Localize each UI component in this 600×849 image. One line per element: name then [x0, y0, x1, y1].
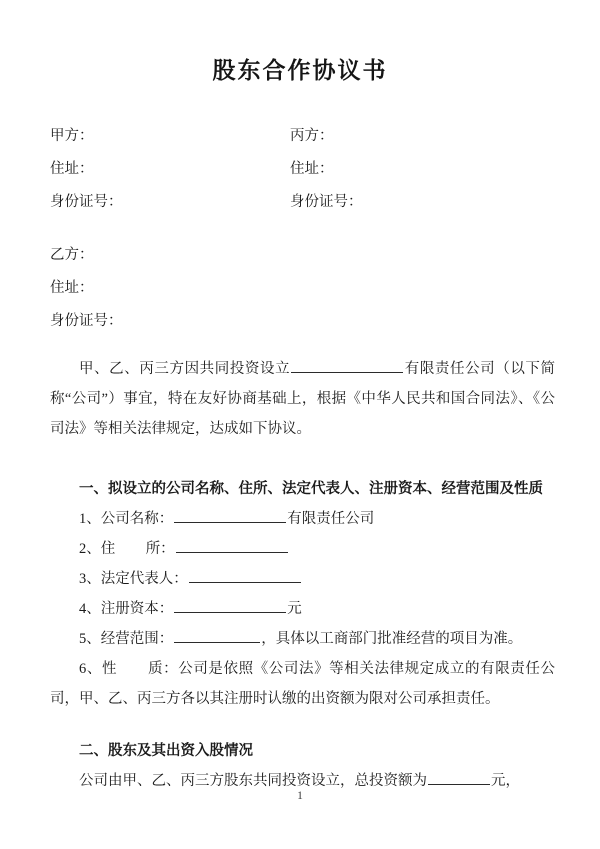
party-row — [50, 184, 560, 217]
item-suffix: ，具体以工商部门批准经营的项目为准。 — [261, 631, 523, 647]
company-details-list — [50, 504, 555, 714]
party-row — [50, 237, 560, 270]
list-item-company-name — [50, 504, 555, 534]
item-label-a: 住 — [100, 541, 116, 557]
section-spacer — [50, 444, 555, 474]
list-item-nature — [50, 654, 555, 714]
party-row — [50, 270, 560, 303]
party-label-id-jia: 身份证号： — [50, 194, 123, 210]
document-body — [0, 354, 600, 796]
party-row — [50, 303, 560, 336]
item-label: 经营范围： — [100, 631, 174, 647]
address-input-blank[interactable] — [176, 538, 288, 554]
item-number: 1、 — [79, 511, 101, 527]
party-label-id-bing: 身份证号： — [290, 194, 363, 210]
party-row — [50, 118, 560, 151]
party-label-address-jia: 住址： — [50, 161, 94, 177]
item-number: 5、 — [79, 631, 101, 647]
section-heading-one: 一、拟设立的公司名称、住所、法定代表人、注册资本、经营范围及性质 — [79, 481, 543, 497]
item-label: 注册资本： — [100, 601, 174, 617]
list-item-business-scope — [50, 624, 555, 654]
list-item-legal-representative — [50, 564, 555, 594]
item-number: 2、 — [79, 541, 101, 557]
item-label-b: 质： — [147, 661, 179, 677]
company-name-input-blank[interactable] — [174, 508, 286, 524]
page-title: 股东合作协议书 — [212, 58, 388, 83]
item-label-b: 所： — [145, 541, 175, 557]
item-label: 公司名称： — [100, 511, 174, 527]
item-number: 4、 — [79, 601, 101, 617]
list-item-registered-capital — [50, 594, 555, 624]
party-label-jiafang: 甲方： — [50, 128, 94, 144]
preamble-paragraph — [50, 354, 555, 444]
item-number: 3、 — [79, 571, 101, 587]
item-number: 6、 — [79, 661, 102, 677]
page-number: 1 — [297, 790, 303, 802]
section-heading-two: 二、股东及其出资入股情况 — [79, 743, 253, 759]
item-suffix: 元 — [287, 601, 302, 617]
item-label-a: 性 — [101, 661, 118, 677]
item-suffix: 有限责任公司 — [287, 511, 375, 527]
party-label-bingfang: 丙方： — [290, 128, 334, 144]
preamble-text-part2: 有限责任公司（以下简称“公司”）事宜，特在友好协商基础上，根据《中华人民共和国合同法》、《公司法》等相关法律规定，达成如下协议。 — [50, 361, 556, 437]
party-row — [50, 151, 560, 184]
party-label-address-bing: 住址： — [290, 161, 334, 177]
company-name-blank[interactable] — [291, 358, 403, 374]
section-two-text-part2: 元， — [491, 773, 520, 789]
legal-representative-input-blank[interactable] — [189, 568, 301, 584]
party-label-address-yi: 住址： — [50, 280, 94, 296]
party-label-id-yi: 身份证号： — [50, 313, 123, 329]
list-item-address — [50, 534, 555, 564]
item-text: 公司是依照《公司法》等相关法律规定成立的有限责任公司，甲、乙、丙三方各以其注册时认缴的出资额为限对公司承担责任。 — [50, 661, 555, 707]
parties-spacer — [50, 217, 560, 237]
total-investment-blank[interactable] — [428, 770, 490, 786]
section-two-text-part1: 公司由甲、乙、丙三方股东共同投资设立，总投资额为 — [79, 773, 427, 789]
item-label: 法定代表人： — [100, 571, 188, 587]
section-spacer — [50, 714, 555, 736]
business-scope-input-blank[interactable] — [174, 628, 260, 644]
registered-capital-input-blank[interactable] — [174, 598, 286, 614]
parties-section — [0, 118, 600, 336]
preamble-text-part1: 甲、乙、丙三方因共同投资设立 — [79, 361, 291, 377]
party-label-yifang: 乙方： — [50, 247, 94, 263]
